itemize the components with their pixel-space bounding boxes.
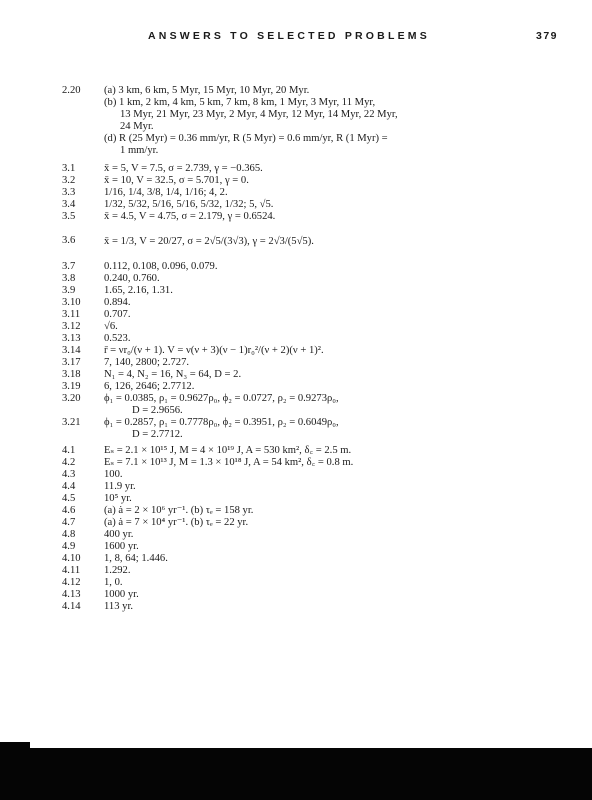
- answer-line: Eₛ = 7.1 × 10¹³ J, M = 1.3 × 10¹⁸ J, A = 54 km², δ꜀ = 0.8 m.: [104, 457, 354, 468]
- problem-number: 4.8: [62, 529, 76, 540]
- answer-line: 1, 8, 64; 1.446.: [104, 553, 168, 564]
- answer-line: Eₛ = 2.1 × 10¹⁵ J, M = 4 × 10¹⁹ J, A = 530 km², δ꜀ = 2.5 m.: [104, 445, 352, 456]
- answer-text: [104, 553, 544, 565]
- answer-line: r̄ = νr₀/(ν + 1). V = ν(ν + 3)(ν − 1)r₀²/(ν + 2)(ν + 1)².: [104, 345, 324, 356]
- answer-entry: [0, 85, 592, 157]
- answer-text: [104, 393, 544, 417]
- answers-list: [0, 85, 592, 613]
- answer-text: [104, 381, 544, 393]
- answer-entry: [0, 297, 592, 309]
- answer-entry: [0, 577, 592, 589]
- answer-text: [104, 577, 544, 589]
- problem-number: 4.3: [62, 469, 76, 480]
- answer-text: [104, 321, 544, 333]
- answer-entry: [0, 345, 592, 357]
- answer-line: N₁ = 4, N₂ = 16, N₃ = 64, D = 2.: [104, 369, 242, 380]
- answer-entry: [0, 589, 592, 601]
- problem-number: 3.4: [62, 199, 76, 210]
- answer-text: [104, 261, 544, 273]
- answer-entry: [0, 457, 592, 469]
- answer-text: [104, 187, 544, 199]
- answer-entry: [0, 309, 592, 321]
- page-number: 379: [536, 30, 559, 42]
- answer-text: [104, 493, 544, 505]
- answer-text: [104, 469, 544, 481]
- answer-entry: [0, 565, 592, 577]
- problem-number: 3.10: [62, 297, 81, 308]
- answer-line: x̄ = 5, V = 7.5, σ = 2.739, γ = −0.365.: [104, 163, 263, 174]
- answer-line: 1 mm/yr.: [120, 145, 159, 156]
- answer-line: 100.: [104, 469, 123, 480]
- answer-entry: [0, 505, 592, 517]
- answer-line: 400 yr.: [104, 529, 134, 540]
- problem-number: 3.5: [62, 211, 76, 222]
- problem-number: 3.14: [62, 345, 81, 356]
- answer-text: [104, 85, 544, 157]
- answer-text: [104, 297, 544, 309]
- problem-number: 3.21: [62, 417, 81, 428]
- answer-line: 0.523.: [104, 333, 131, 344]
- answer-line: 6, 126, 2646; 2.7712.: [104, 381, 195, 392]
- answer-line: D = 2.7712.: [132, 429, 183, 440]
- answer-entry: [0, 333, 592, 345]
- answer-line: 1600 yr.: [104, 541, 139, 552]
- problem-number: 4.4: [62, 481, 76, 492]
- answer-line: 13 Myr, 21 Myr, 23 Myr, 2 Myr, 4 Myr, 12 Myr, 14 Myr, 22 Myr,: [120, 109, 398, 120]
- answer-line: 7, 140, 2800; 2.727.: [104, 357, 190, 368]
- problem-number: 3.11: [62, 309, 81, 320]
- problem-number: 3.13: [62, 333, 81, 344]
- answer-text: [104, 357, 544, 369]
- answer-text: [104, 309, 544, 321]
- problem-number: 3.1: [62, 163, 76, 174]
- answer-line: 1, 0.: [104, 577, 123, 588]
- answer-text: [104, 227, 544, 257]
- answer-text: [104, 211, 544, 223]
- answer-entry: [0, 517, 592, 529]
- problem-number: 3.8: [62, 273, 76, 284]
- answer-text: [104, 333, 544, 345]
- answer-text: [104, 517, 544, 529]
- answer-line: D = 2.9656.: [132, 405, 183, 416]
- answer-text: [104, 163, 544, 175]
- answer-entry: [0, 163, 592, 175]
- problem-number: 3.19: [62, 381, 81, 392]
- answer-entry: [0, 601, 592, 613]
- answer-entry: [0, 321, 592, 333]
- problem-number: 4.5: [62, 493, 76, 504]
- problem-number: 3.18: [62, 369, 81, 380]
- problem-number: 4.10: [62, 553, 81, 564]
- problem-number: 4.11: [62, 565, 81, 576]
- answer-text: [104, 481, 544, 493]
- answer-line: 0.707.: [104, 309, 131, 320]
- answer-text: [104, 529, 544, 541]
- problem-number: 2.20: [62, 85, 81, 96]
- answer-entry: [0, 285, 592, 297]
- answer-line: (a) ȧ = 7 × 10⁴ yr⁻¹. (b) τₑ = 22 yr.: [104, 517, 249, 528]
- answer-entry: [0, 199, 592, 211]
- answer-entry: [0, 493, 592, 505]
- answer-line: 10⁵ yr.: [104, 493, 132, 504]
- answer-line: (a) 3 km, 6 km, 5 Myr, 15 Myr, 10 Myr, 20 Myr.: [104, 85, 310, 96]
- answer-line: (a) ȧ = 2 × 10⁶ yr⁻¹. (b) τₑ = 158 yr.: [104, 505, 254, 516]
- answer-line: x̄ = 4.5, V = 4.75, σ = 2.179, γ = 0.6524.: [104, 211, 276, 222]
- header-title: ANSWERS TO SELECTED PROBLEMS: [148, 30, 430, 42]
- problem-number: 4.12: [62, 577, 81, 588]
- answer-entry: [0, 273, 592, 285]
- answer-entry: [0, 469, 592, 481]
- problem-number: 3.17: [62, 357, 81, 368]
- answer-line: ϕ₁ = 0.2857, ρ₁ = 0.7778ρ₀, ϕ₂ = 0.3951, ρ₂ = 0.6049ρ₀,: [104, 417, 339, 428]
- answer-text: [104, 273, 544, 285]
- answer-line: 0.112, 0.108, 0.096, 0.079.: [104, 261, 218, 272]
- answer-line: ϕ₁ = 0.0385, ρ₁ = 0.9627ρ₀, ϕ₂ = 0.0727, ρ₂ = 0.9273ρ₀,: [104, 393, 339, 404]
- answer-text: [104, 345, 544, 357]
- answer-text: [104, 285, 544, 297]
- answer-entry: [0, 261, 592, 273]
- problem-number: 4.1: [62, 445, 76, 456]
- problem-number: 3.12: [62, 321, 81, 332]
- answer-entry: [0, 541, 592, 553]
- answer-text: [104, 175, 544, 187]
- problem-number: 3.7: [62, 261, 76, 272]
- answer-line: x̄ = 10, V = 32.5, σ = 5.701, γ = 0.: [104, 175, 249, 186]
- answer-line: (b) 1 km, 2 km, 4 km, 5 km, 7 km, 8 km, 1 Myr, 3 Myr, 11 Myr,: [104, 97, 376, 108]
- answer-line: 1.292.: [104, 565, 131, 576]
- answer-entry: [0, 187, 592, 199]
- scan-border: [0, 748, 592, 800]
- answer-line: 1/32, 5/32, 5/16, 5/16, 5/32, 1/32; 5, √5.: [104, 199, 274, 210]
- answer-line: x̄ = 1/3, V = 20/27, σ = 2√5/(3√3), γ = 2√3/(5√5).: [104, 236, 314, 247]
- problem-number: 3.2: [62, 175, 76, 186]
- answer-entry: [0, 529, 592, 541]
- problem-number: 3.20: [62, 393, 81, 404]
- answer-entry: [0, 553, 592, 565]
- answer-line: 1/16, 1/4, 3/8, 1/4, 1/16; 4, 2.: [104, 187, 228, 198]
- running-header: [0, 30, 592, 46]
- answer-line: 24 Myr.: [120, 121, 154, 132]
- answer-line: 1000 yr.: [104, 589, 139, 600]
- answer-text: [104, 541, 544, 553]
- answer-entry: [0, 369, 592, 381]
- answer-line: 11.9 yr.: [104, 481, 136, 492]
- problem-number: 3.9: [62, 285, 76, 296]
- answer-entry: [0, 357, 592, 369]
- answer-text: [104, 505, 544, 517]
- answer-text: [104, 457, 544, 469]
- answer-line: √6.: [104, 321, 118, 332]
- answer-text: [104, 369, 544, 381]
- problem-number: 4.14: [62, 601, 81, 612]
- problem-number: 4.2: [62, 457, 76, 468]
- answer-line: 0.240, 0.760.: [104, 273, 160, 284]
- answer-entry: [0, 393, 592, 417]
- answer-entry: [0, 211, 592, 223]
- problem-number: 4.6: [62, 505, 76, 516]
- answer-entry: [0, 481, 592, 493]
- answer-entry: [0, 227, 592, 257]
- answer-text: [104, 199, 544, 211]
- answer-entry: [0, 175, 592, 187]
- answer-entry: [0, 417, 592, 441]
- answer-line: 1.65, 2.16, 1.31.: [104, 285, 173, 296]
- problem-number: 3.3: [62, 187, 76, 198]
- answer-entry: [0, 445, 592, 457]
- answer-line: (d) R (25 Myr) = 0.36 mm/yr, R (5 Myr) = 0.6 mm/yr, R (1 Myr) =: [104, 133, 388, 144]
- answer-text: [104, 601, 544, 613]
- answer-entry: [0, 381, 592, 393]
- answer-text: [104, 565, 544, 577]
- problem-number: 4.13: [62, 589, 81, 600]
- answer-text: [104, 589, 544, 601]
- problem-number: 4.9: [62, 541, 76, 552]
- problem-number: 4.7: [62, 517, 76, 528]
- answer-line: 113 yr.: [104, 601, 134, 612]
- answer-text: [104, 445, 544, 457]
- problem-number: 3.6: [62, 235, 76, 246]
- answer-line: 0.894.: [104, 297, 131, 308]
- answer-text: [104, 417, 544, 441]
